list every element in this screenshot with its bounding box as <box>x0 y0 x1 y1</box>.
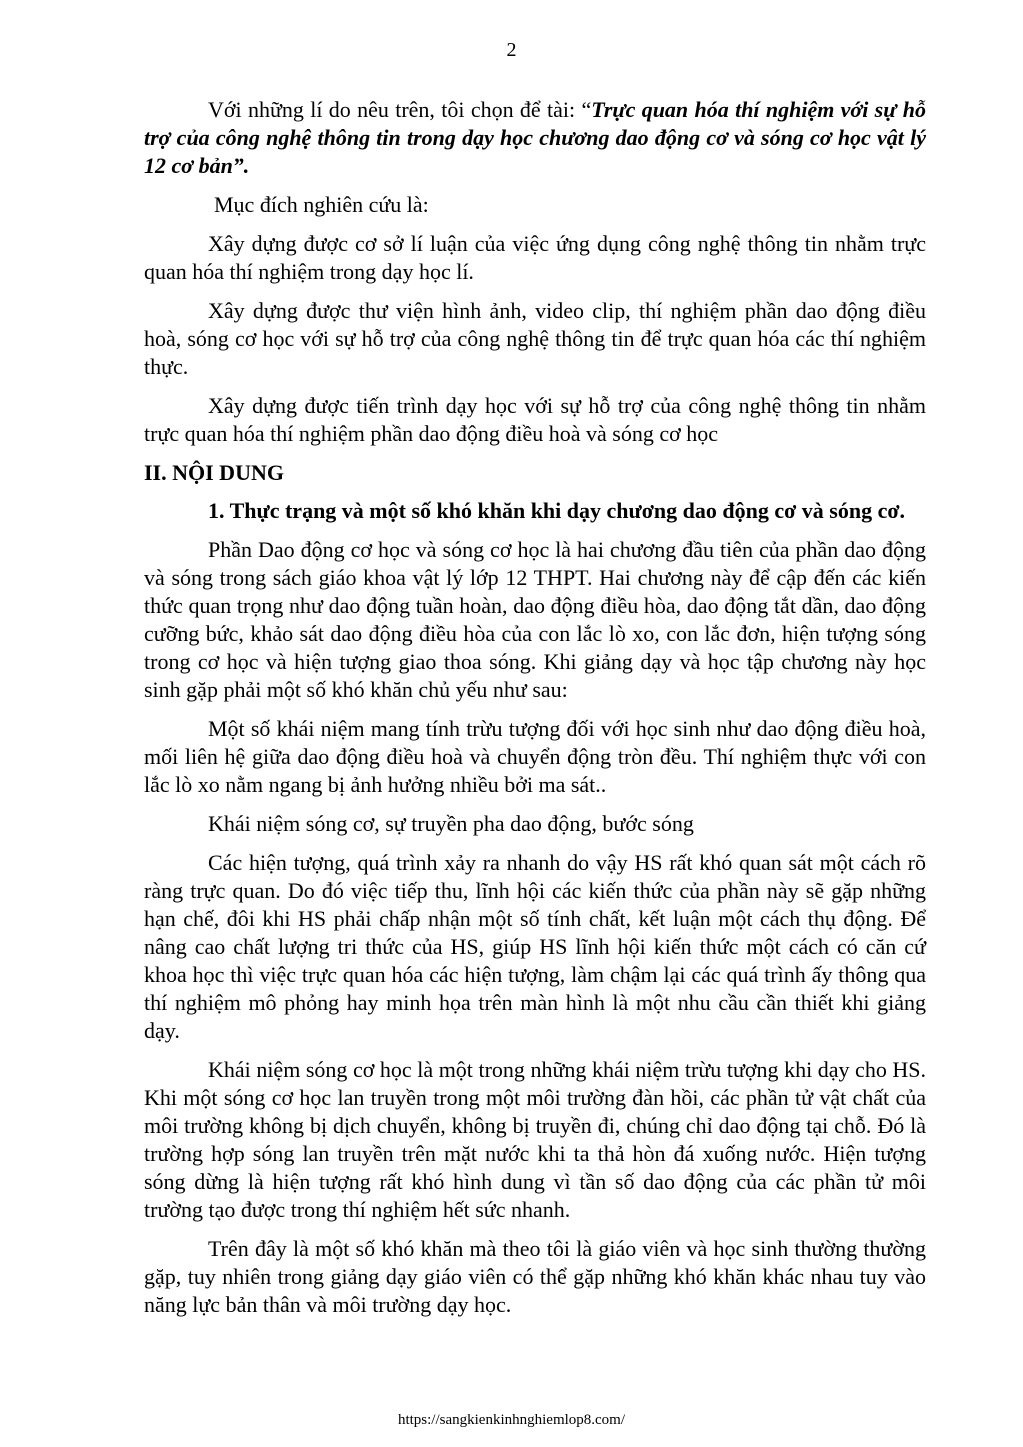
research-topic: Trực quan hóa thí nghiệm với sự hỗ trợ của công nghệ thông tin trong dạy học chương dao động cơ và sóng cơ học vật lý 12 cơ bản”. <box>144 97 926 178</box>
purpose-item: Xây dựng được cơ sở lí luận của việc ứng dụng công nghệ thông tin nhằm trực quan hóa thí nghiệm trong dạy học lí. <box>144 231 926 284</box>
footer-url: https://sangkienkinhnghiemlop8.com/ <box>397 1412 626 1428</box>
purpose-item: Xây dựng được thư viện hình ảnh, video clip, thí nghiệm phần dao động điều hoà, sóng cơ học với sự hỗ trợ của công nghệ thông tin để trực quan hóa các thí nghiệm thực. <box>144 298 926 379</box>
purpose-label: Mục đích nghiên cứu là: <box>214 192 429 217</box>
intro-lead: Với những lí do nêu trên, tôi chọn để tài: “ <box>208 97 592 122</box>
section-title: II. NỘI DUNG <box>144 460 284 485</box>
body-paragraph: Phần Dao động cơ học và sóng cơ học là hai chương đầu tiên của phần dao động và sóng trong sách giáo khoa vật lý lớp 12 THPT. Hai chương này để cập đến các kiến thức quan trọng như dao động tuần hoàn, dao động điều hòa, dao động tắt dần, dao động cưỡng bức, khảo sát dao động điều hòa của con lắc lò xo, con lắc đơn, hiện tượng sóng trong cơ học và hiện tượng giao thoa sóng. Khi giảng dạy và học tập chương này học sinh gặp phải một số khó khăn chủ yếu như sau: <box>144 537 926 702</box>
purpose-item: Xây dựng được tiến trình dạy học với sự hỗ trợ của công nghệ thông tin nhằm trực quan hóa thí nghiệm phần dao động điều hoà và sóng cơ học <box>144 393 926 446</box>
body-paragraph: Trên đây là một số khó khăn mà theo tôi là giáo viên và học sinh thường thường gặp, tuy nhiên trong giảng dạy giáo viên có thể gặp những khó khăn khác nhau tuy vào năng lực bản thân và môi trường dạy học. <box>144 1236 926 1317</box>
body-paragraph: Các hiện tượng, quá trình xảy ra nhanh do vậy HS rất khó quan sát một cách rõ ràng trực quan. Do đó việc tiếp thu, lĩnh hội các kiến thức của phần này sẽ gặp những hạn chế, đôi khi HS phải chấp nhận một số tính chất, kết luận một cách thụ động. Để nâng cao chất lượng tri thức của HS, giúp HS lĩnh hội kiến thức một cách có căn cứ khoa học thì việc trực quan hóa các hiện tượng, làm chậm lại các quá trình ấy thông qua thí nghiệm mô phỏng hay minh họa trên màn hình là một nhu cầu cần thiết khi giảng dạy. <box>144 850 926 1043</box>
body-paragraph: Khái niệm sóng cơ, sự truyền pha dao động, bước sóng <box>208 811 694 836</box>
page-number: 2 <box>506 39 517 61</box>
document-body <box>144 96 926 1330</box>
body-paragraph: Khái niệm sóng cơ học là một trong những khái niệm trừu tượng khi dạy cho HS. Khi một sóng cơ học lan truyền trong một môi trường đàn hồi, các phần tử vật chất của môi trường không bị dịch chuyển, không bị truyền đi, chúng chỉ dao động tại chỗ. Đó là trường hợp sóng lan truyền trên mặt nước khi ta thả hòn đá xuống nước. Hiện tượng sóng dừng là hiện tượng rất khó hình dung vì tần số dao động của các phần tử môi trường tạo được trong thí nghiệm hết sức nhanh. <box>144 1057 926 1222</box>
subsection-title: 1. Thực trạng và một số khó khăn khi dạy chương dao động cơ và sóng cơ. <box>208 498 906 523</box>
intro-paragraph <box>144 96 926 180</box>
body-paragraph: Một số khái niệm mang tính trừu tượng đối với học sinh như dao động điều hoà, mối liên hệ giữa dao động điều hoà và chuyển động tròn đều. Thí nghiệm thực với con lắc lò xo nằm ngang bị ảnh hưởng nhiều bởi ma sát.. <box>144 716 926 797</box>
